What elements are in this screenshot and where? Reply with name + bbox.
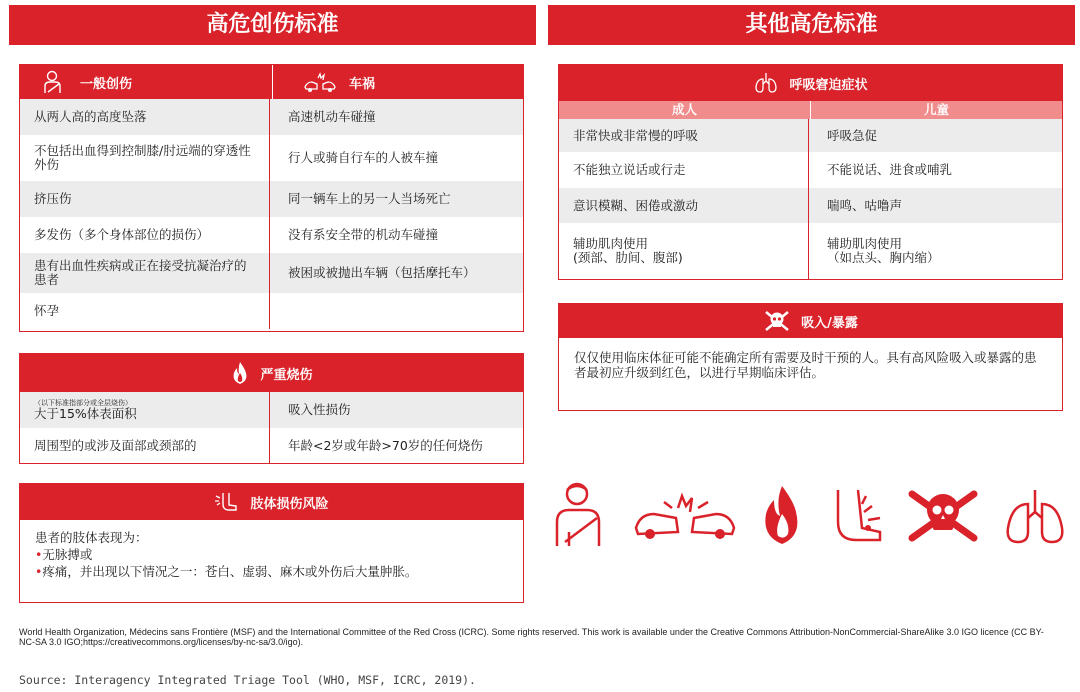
table-cell [20,392,269,428]
burns-title: 严重烧伤 [260,367,313,383]
respiratory-subhead [559,101,1062,119]
inhalation-text: 仅仅使用临床体征可能不能确定所有需要及时干预的人。具有高风险吸入或暴露的患者最初应升级到红色，以进行早期临床评估。 [574,350,1037,380]
table-cell: 喘鸣、咕噜声 [808,188,1062,223]
table-cell: 吸入性损伤 [269,392,523,428]
skull-crossbones-icon [763,309,791,333]
left-banner: 高危创伤标准 [9,5,536,45]
limb-intro: 患者的肢体表现为： [35,530,148,545]
table-row [559,188,1062,223]
table-row [20,217,523,253]
table-cell: 挤压伤 [34,191,72,206]
table-row [559,119,1062,152]
limb-card [19,483,524,603]
burns-note: （以下标准指部分或全层烧伤） [34,399,132,407]
injured-person-icon [553,480,609,548]
source-text: Source: Interagency Integrated Triage Tool (WHO, MSF, ICRC, 2019). [19,673,476,687]
car-crash-icon [634,492,736,542]
table-cell: 辅助肌肉使用 (颈部、肋间、腹部) [573,236,683,265]
table-row [20,293,523,329]
table-cell [269,293,523,329]
list-item [35,563,508,580]
footer-license: World Health Organization, Médecins sans Frontière (MSF) and the International Committee of the Red Cross (ICRC). Some rights reserved. This work is available under the Creative Commons Attribution-NonCommercial-ShareAlike 3.0 IGO licence (CC BY-NC-SA 3.0 IGO;https://creativecommons.org/licenses/by-nc-sa/3.0/igo). [19,627,1044,647]
table-cell: 被困或被抛出车辆（包括摩托车） [269,253,523,293]
table-cell: 没有系安全带的机动车碰撞 [269,217,523,253]
list-item [35,546,508,563]
burns-rows [20,392,523,463]
lungs-icon [1004,488,1066,546]
column-header-child: 儿童 [810,101,1062,119]
injured-person-icon [42,70,68,94]
limb-bullet-text: 无脉搏或 [42,547,93,562]
table-row [20,428,523,463]
burns-card-header [20,354,523,392]
respiratory-card-header [559,65,1062,101]
burns-cell-text: 大于15%体表面积 [34,406,137,421]
inhalation-card-header [559,304,1062,338]
injured-foot-icon [828,488,886,546]
flame-icon [760,484,804,546]
table-row [559,152,1062,188]
inhalation-title: 吸入/暴露 [801,315,858,331]
table-row [20,181,523,217]
respiratory-rows [559,119,1062,279]
table-cell: 不包括出血得到控制膝/肘远端的穿透性外伤 [34,143,251,172]
limb-injury-icon [214,490,240,514]
table-row [559,223,1062,279]
bullet-icon: • [35,547,43,562]
car-crash-icon [303,70,337,94]
flame-icon [230,361,250,385]
trauma-card [19,64,524,332]
table-cell: 意识模糊、困倦或激动 [573,197,699,213]
respiratory-card [558,64,1063,280]
general-injury-title: 一般创伤 [80,76,133,92]
table-cell: 辅助肌肉使用 （如点头、胸内缩） [808,223,1062,279]
table-cell: 年龄<2岁或年龄>70岁的任何烧伤 [269,428,523,463]
table-cell: 行人或骑自行车的人被车撞 [269,135,523,181]
table-cell: 从两人高的高度坠落 [34,109,147,124]
table-cell: 同一辆车上的另一人当场死亡 [269,181,523,217]
column-header-adult: 成人 [671,102,697,117]
limb-body [20,520,523,589]
trauma-card-header [20,65,523,99]
lungs-icon [753,71,779,95]
table-cell: 高速机动车碰撞 [269,99,523,135]
table-cell: 怀孕 [34,303,60,318]
table-row [20,99,523,135]
table-row [20,253,523,293]
trauma-rows [20,99,523,329]
table-row [20,135,523,181]
table-cell: 多发伤（多个身体部位的损伤） [34,227,210,242]
table-cell: 呼吸急促 [808,119,1062,152]
limb-title: 肢体损伤风险 [250,496,329,512]
table-cell: 不能独立说话或行走 [573,162,686,177]
table-cell: 不能说话、进食或哺乳 [808,152,1062,188]
limb-bullet-text: 疼痛，并出现以下情况之一：苍白、虚弱、麻木或外伤后大量肿胀。 [42,564,418,579]
table-cell: 周围型的或涉及面部或颈部的 [34,437,197,453]
limb-card-header [20,484,523,520]
right-banner: 其他高危标准 [548,5,1075,45]
respiratory-title: 呼吸窘迫症状 [789,77,868,93]
table-row [20,392,523,428]
table-cell: 非常快或非常慢的呼吸 [573,127,699,143]
bullet-icon: • [35,564,43,579]
car-accident-title: 车祸 [349,76,376,92]
burns-card [19,353,524,464]
table-cell: 患有出血性疾病或正在接受抗凝治疗的患者 [34,258,247,287]
inhalation-card [558,303,1063,411]
skull-crossbones-icon [908,488,978,544]
